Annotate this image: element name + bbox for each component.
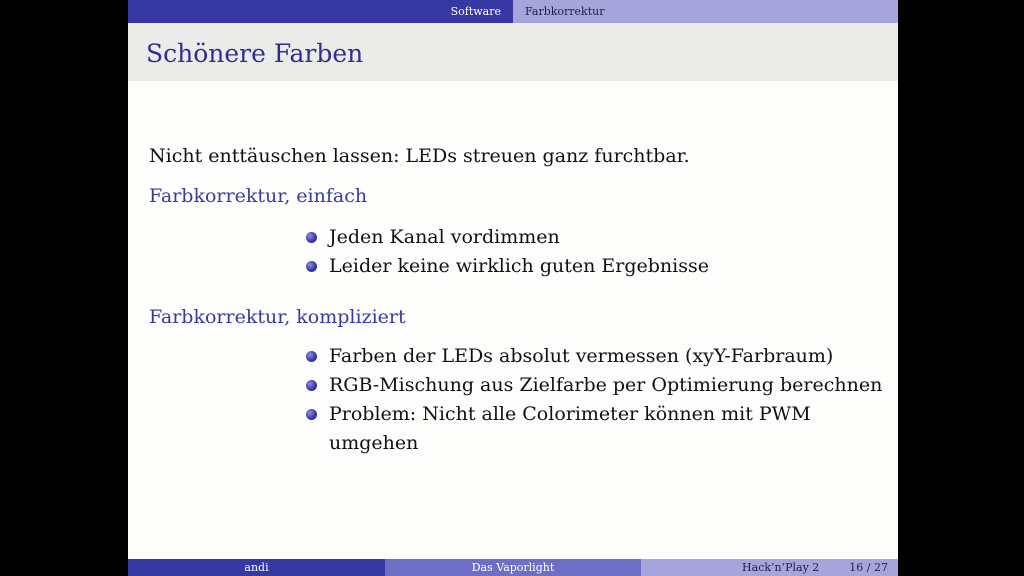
- section-navigation: [128, 0, 898, 23]
- nav-left-panel: [128, 0, 513, 23]
- list-item-text: Leider keine wirklich guten Ergebnisse: [329, 255, 709, 277]
- bullet-list-complex: [303, 342, 893, 458]
- slide-title: Schönere Farben: [146, 39, 364, 68]
- list-item-text: Jeden Kanal vordimmen: [329, 226, 560, 248]
- list-item-text: RGB-Mischung aus Zielfarbe per Optimierung berechnen: [329, 374, 883, 396]
- nav-right-panel: [513, 0, 898, 23]
- bullet-icon: [306, 380, 317, 391]
- slide-footer: [128, 559, 898, 576]
- footer-talk-title: Das Vaporlight: [385, 559, 641, 576]
- footer-event: Hack’n’Play 2: [742, 561, 820, 574]
- page-counter: 16 / 27: [849, 561, 888, 574]
- block-title-complex: Farbkorrektur, kompliziert: [149, 306, 406, 328]
- list-item: [303, 342, 893, 371]
- bullet-icon: [306, 351, 317, 362]
- nav-section-software[interactable]: Software: [450, 5, 501, 18]
- presentation-slide: [128, 0, 898, 576]
- bullet-icon: [306, 261, 317, 272]
- list-item: [303, 252, 893, 281]
- footer-right-panel: [641, 559, 898, 576]
- list-item-text: Farben der LEDs absolut vermessen (xyY-Farbraum): [329, 345, 834, 367]
- bullet-icon: [306, 232, 317, 243]
- frame-title-bar: [128, 23, 898, 81]
- block-title-simple: Farbkorrektur, einfach: [149, 185, 368, 207]
- list-item-text: Problem: Nicht alle Colorimeter können mit PWM umgehen: [329, 403, 811, 454]
- list-item: [303, 223, 893, 252]
- list-item: [303, 371, 893, 400]
- nav-section-farbkorrektur[interactable]: Farbkorrektur: [525, 5, 605, 18]
- bullet-icon: [306, 409, 317, 420]
- bullet-list-simple: [303, 223, 893, 281]
- list-item: [303, 400, 834, 458]
- footer-author: andi: [128, 559, 385, 576]
- intro-text: Nicht enttäuschen lassen: LEDs streuen ganz furchtbar.: [149, 145, 690, 167]
